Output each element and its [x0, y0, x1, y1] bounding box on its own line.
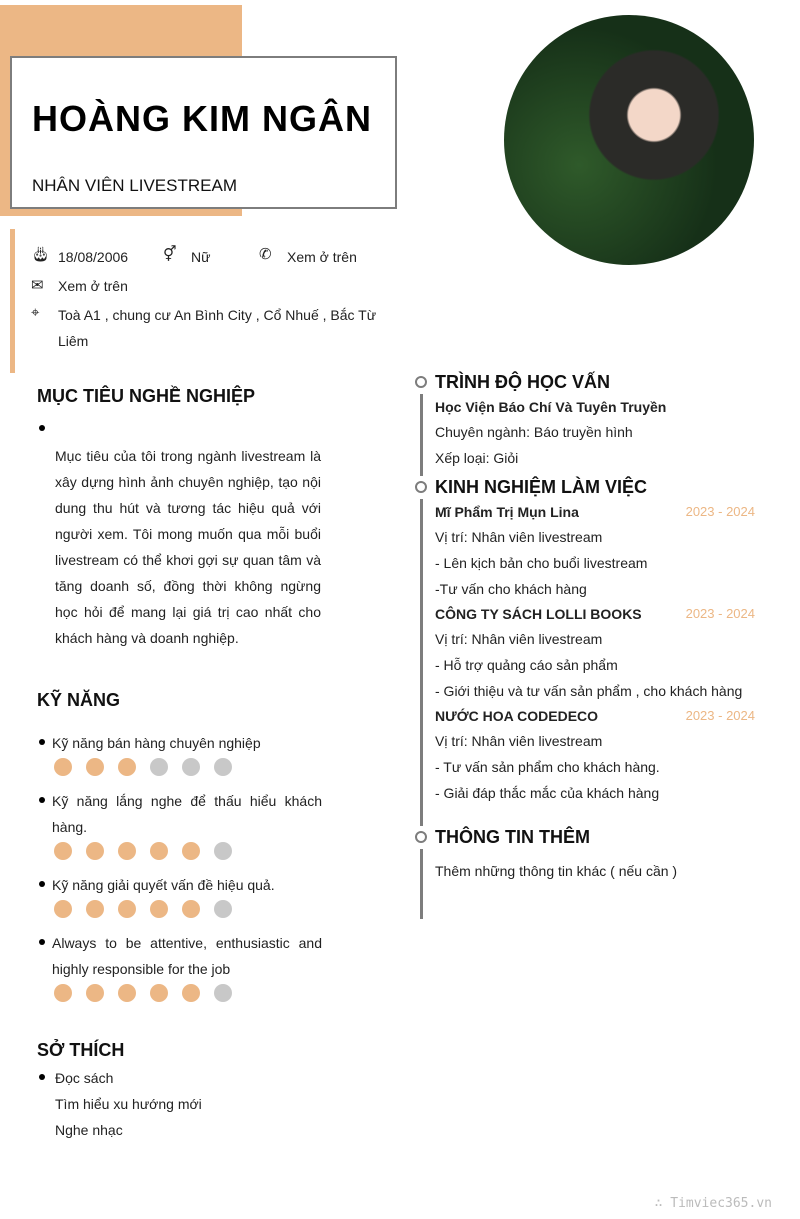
- rating-dot: [182, 984, 200, 1002]
- rating-dot: [118, 900, 136, 918]
- bullet: [39, 797, 45, 803]
- skill-name: Kỹ năng lắng nghe để thấu hiểu khách: [52, 793, 322, 809]
- objective-heading: MỤC TIÊU NGHỀ NGHIỆP: [37, 386, 256, 406]
- skill-rating: [54, 900, 246, 923]
- job-detail: - Hỗ trợ quảng cáo sản phẩm: [435, 657, 618, 673]
- rating-dot: [118, 758, 136, 776]
- rating-dot: [86, 984, 104, 1002]
- profile-photo: [504, 15, 754, 265]
- rating-dot: [214, 984, 232, 1002]
- rating-dot: [150, 842, 168, 860]
- job-detail: -Tư vấn cho khách hàng: [435, 581, 587, 597]
- timeline-line: [420, 849, 423, 919]
- rating-dot: [182, 842, 200, 860]
- skill-name: Kỹ năng bán hàng chuyên nghiệp: [52, 735, 261, 751]
- birthday-cake-icon: 🎂︎: [31, 246, 51, 263]
- bullet: [39, 881, 45, 887]
- job-detail: - Tư vấn sản phẩm cho khách hàng.: [435, 759, 660, 775]
- skill-rating: [54, 842, 246, 865]
- skill-rating: [54, 984, 246, 1007]
- company-name: NƯỚC HOA CODEDECO: [435, 708, 599, 724]
- hobby-item: Tìm hiểu xu hướng mới: [55, 1096, 202, 1112]
- rating-dot: [86, 900, 104, 918]
- grade: Xếp loại: Giỏi: [435, 450, 519, 466]
- hobby-item: Nghe nhạc: [55, 1122, 123, 1138]
- timeline-line: [420, 499, 423, 826]
- job-date: 2023 - 2024: [685, 606, 755, 621]
- skill-name-cont: hàng.: [52, 819, 88, 835]
- name-box: [10, 56, 397, 209]
- address-line-1: Toà A1 , chung cư An Bình City , Cổ Nhuế , Bắc Từ: [58, 307, 377, 323]
- rating-dot: [118, 842, 136, 860]
- rating-dot: [54, 758, 72, 776]
- rating-dot: [54, 900, 72, 918]
- rating-dot: [150, 984, 168, 1002]
- extra-text: Thêm những thông tin khác ( nếu cần ): [435, 863, 678, 879]
- phone-icon: ✆: [259, 246, 272, 263]
- company-name: Mĩ Phẩm Trị Mụn Lina: [435, 504, 579, 520]
- email-icon: ✉: [31, 277, 44, 294]
- job-detail: Vị trí: Nhân viên livestream: [435, 631, 603, 647]
- education-heading: TRÌNH ĐỘ HỌC VẤN: [435, 372, 610, 392]
- skill-name-cont: highly responsible for the job: [52, 961, 231, 977]
- bullet: [39, 425, 45, 431]
- job-date: 2023 - 2024: [685, 504, 755, 519]
- rating-dot: [54, 984, 72, 1002]
- skill-rating: [54, 758, 246, 781]
- rating-dot: [86, 842, 104, 860]
- watermark: ∴ Timviec365.vn: [654, 1196, 772, 1211]
- contact-accent-bar: [10, 229, 15, 373]
- job-detail: - Giải đáp thắc mắc của khách hàng: [435, 785, 660, 801]
- rating-dot: [182, 900, 200, 918]
- bullet: [39, 1074, 45, 1080]
- job-title: NHÂN VIÊN LIVESTREAM: [32, 176, 237, 195]
- extra-heading: THÔNG TIN THÊM: [435, 827, 590, 847]
- rating-dot: [214, 758, 232, 776]
- address-line-2: Liêm: [58, 333, 89, 349]
- company-name: CÔNG TY SÁCH LOLLI BOOKS: [435, 606, 642, 622]
- skills-heading: KỸ NĂNG: [37, 690, 121, 710]
- bullet: [39, 739, 45, 745]
- timeline-line: [420, 394, 423, 476]
- school-name: Học Viện Báo Chí Và Tuyên Truyền: [435, 399, 667, 415]
- rating-dot: [182, 758, 200, 776]
- hobbies-heading: SỞ THÍCH: [37, 1040, 125, 1060]
- rating-dot: [150, 758, 168, 776]
- timeline-circle-icon: [415, 831, 427, 843]
- rating-dot: [118, 984, 136, 1002]
- objective-text: Mục tiêu của tôi trong ngành livestream là xây dựng hình ảnh chuyên nghiệp, tạo nội dung thu hút và tương tác hiệu quả với người xem. Tôi mong muốn qua mỗi buổi livestream có thể khơi gợi sự quan tâm và tăng doanh số, đồng thời không ngừng học hỏi để mang lại giá trị cao nhất cho khách hàng và doanh nghiệp.: [55, 448, 321, 646]
- job-date: 2023 - 2024: [685, 708, 755, 723]
- hobby-item: Đọc sách: [55, 1070, 114, 1086]
- gender-icon: ⚥: [163, 246, 177, 263]
- job-detail: - Giới thiệu và tư vấn sản phẩm , cho khách hàng: [435, 683, 743, 699]
- timeline-circle-icon: [415, 481, 427, 493]
- major: Chuyên ngành: Báo truyền hình: [435, 424, 633, 440]
- map-marker-icon: ⌖: [31, 304, 40, 321]
- candidate-name: HOÀNG KIM NGÂN: [32, 98, 372, 139]
- experience-heading: KINH NGHIỆM LÀM VIỆC: [435, 477, 648, 497]
- gender: Nữ: [191, 249, 211, 265]
- job-detail: Vị trí: Nhân viên livestream: [435, 529, 603, 545]
- bullet: [39, 939, 45, 945]
- rating-dot: [86, 758, 104, 776]
- skill-name: Always to be attentive, enthusiastic and: [52, 935, 322, 951]
- skill-name: Kỹ năng giải quyết vấn đề hiệu quả.: [52, 877, 275, 893]
- birthday: 18/08/2006: [58, 249, 129, 265]
- job-detail: - Lên kịch bản cho buổi livestream: [435, 555, 648, 571]
- rating-dot: [54, 842, 72, 860]
- job-detail: Vị trí: Nhân viên livestream: [435, 733, 603, 749]
- rating-dot: [214, 842, 232, 860]
- timeline-circle-icon: [415, 376, 427, 388]
- rating-dot: [214, 900, 232, 918]
- phone: Xem ở trên: [287, 249, 357, 265]
- rating-dot: [150, 900, 168, 918]
- email: Xem ở trên: [58, 278, 128, 294]
